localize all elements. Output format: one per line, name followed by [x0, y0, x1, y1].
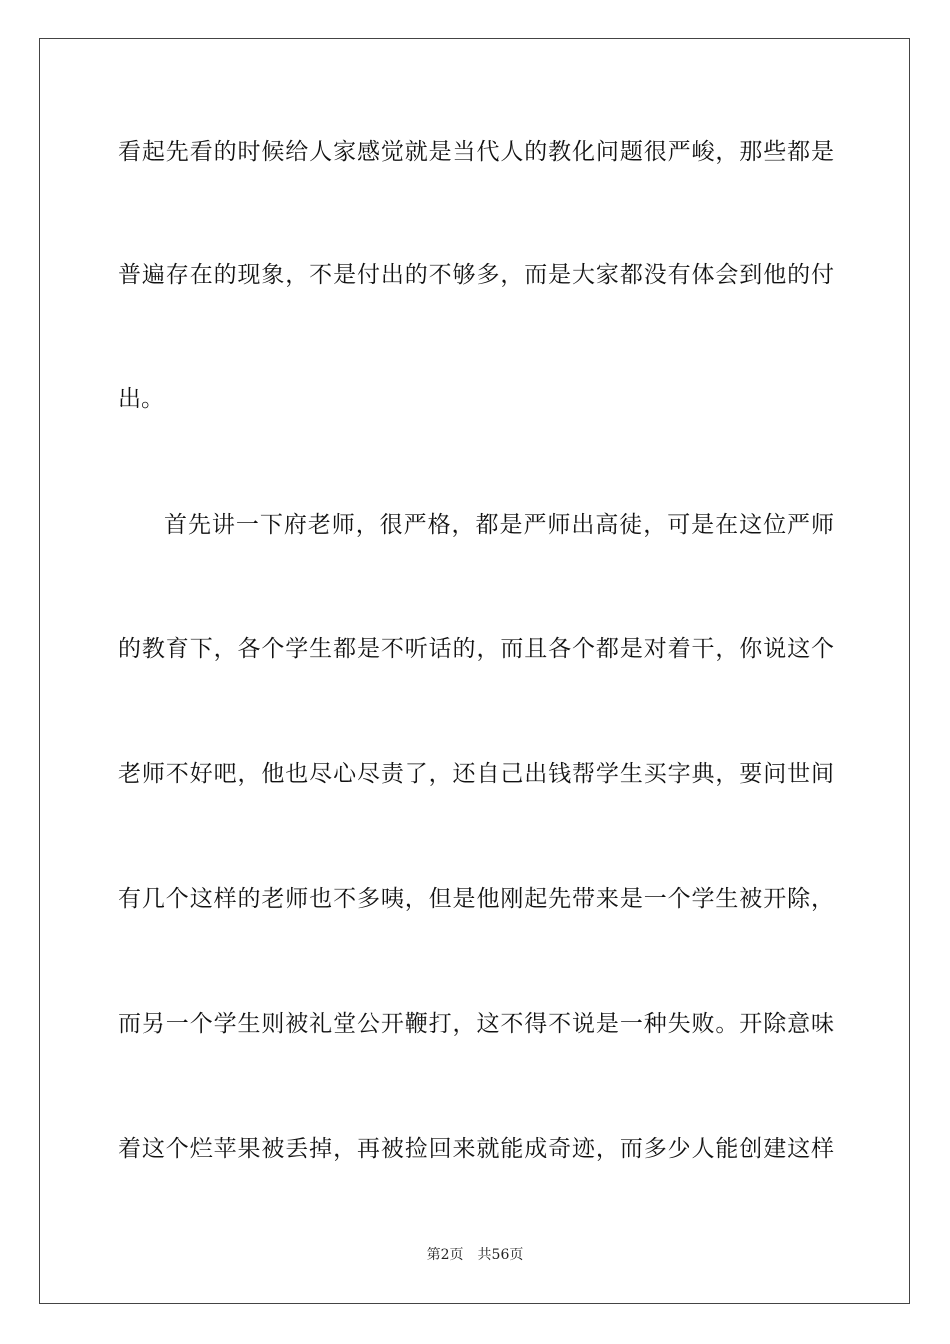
text-line-6: 老师不好吧，他也尽心尽责了，还自己出钱帮学生买字典，要问世间	[118, 761, 834, 787]
text-line-4: 首先讲一下府老师，很严格，都是严师出高徒，可是在这位严师	[164, 512, 834, 538]
text-line-9: 着这个烂苹果被丢掉，再被捡回来就能成奇迹，而多少人能创建这样	[118, 1136, 834, 1162]
text-line-2: 普遍存在的现象，不是付出的不够多，而是大家都没有体会到他的付	[118, 262, 834, 288]
text-line-3: 出。	[118, 386, 164, 412]
text-line-5: 的教育下，各个学生都是不听话的，而且各个都是对着干，你说这个	[118, 636, 834, 662]
page-number: 第2页	[426, 1247, 464, 1263]
page-border	[39, 38, 910, 1304]
total-pages: 共56页	[477, 1247, 524, 1263]
text-line-7: 有几个这样的老师也不多咦，但是他刚起先带来是一个学生被开除，	[118, 886, 834, 912]
page-footer	[0, 1246, 950, 1264]
text-line-1: 看起先看的时候给人家感觉就是当代人的教化问题很严峻，那些都是	[118, 139, 834, 165]
text-line-8: 而另一个学生则被礼堂公开鞭打，这不得不说是一种失败。开除意味	[118, 1011, 834, 1037]
